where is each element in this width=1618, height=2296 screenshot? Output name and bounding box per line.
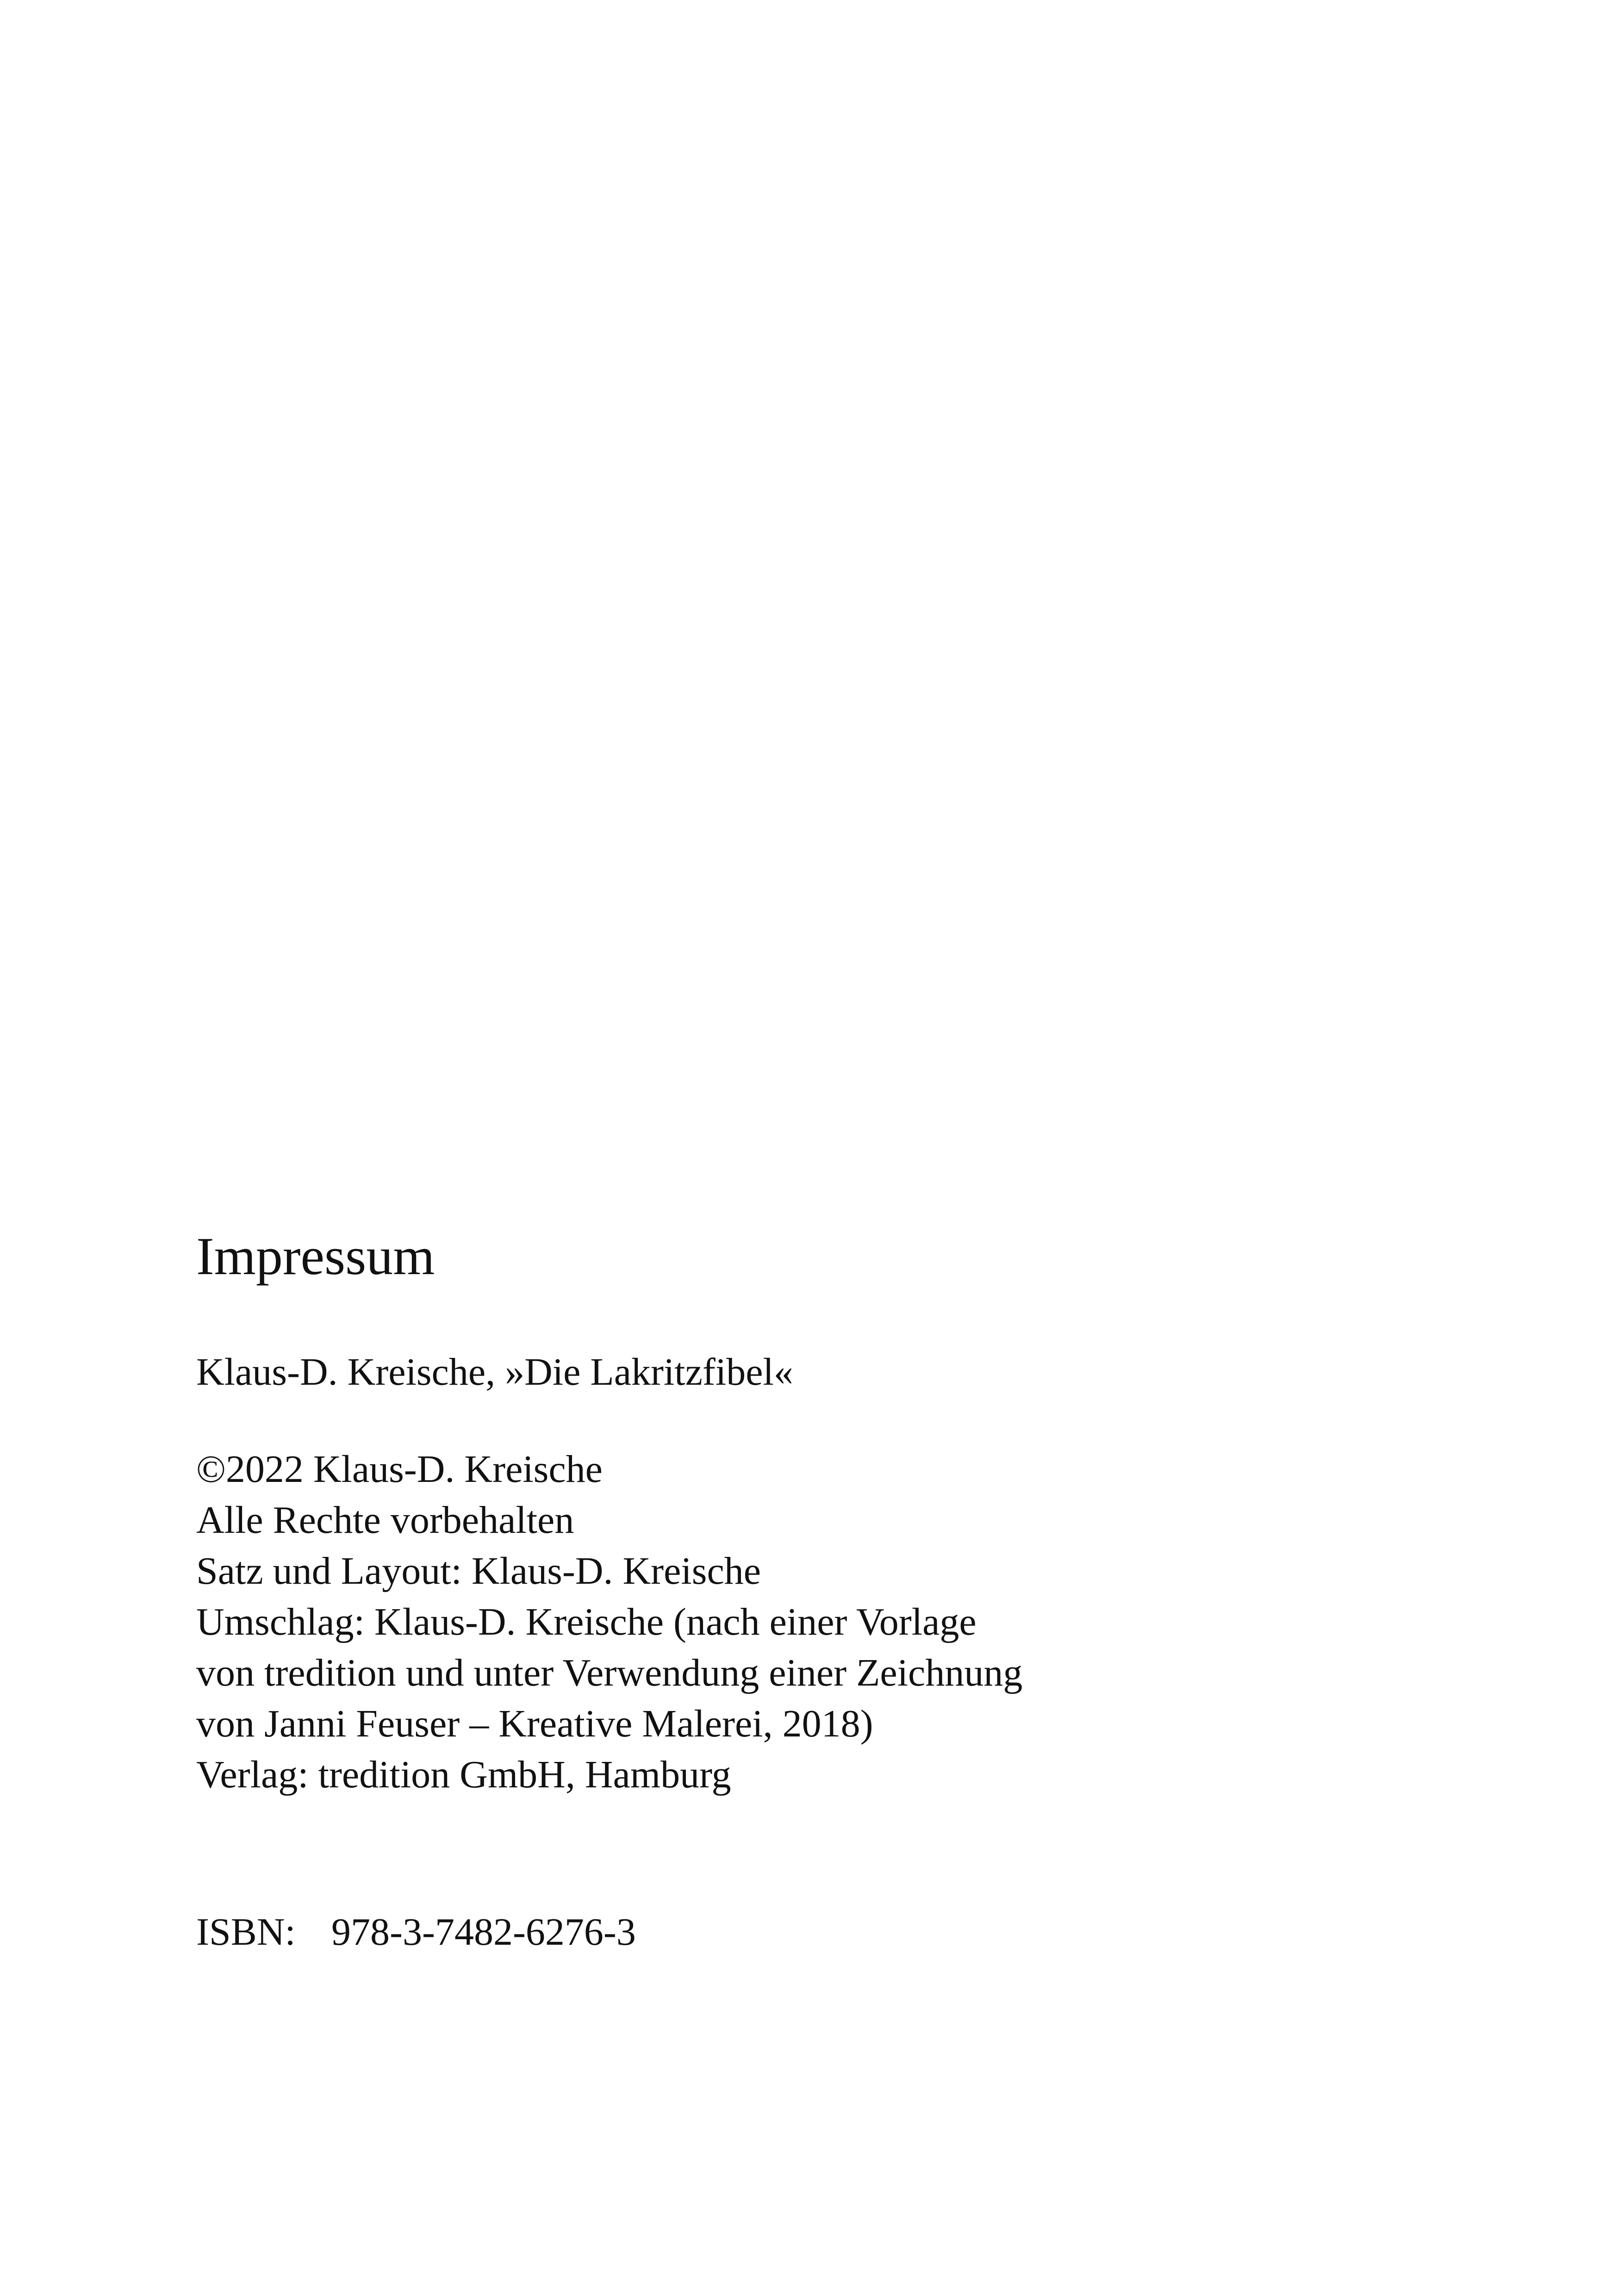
book-title-line: Klaus-D. Kreische, »Die Lakritzfibel« [196, 1350, 793, 1394]
layout-credit-line: Satz und Layout: Klaus-D. Kreische [196, 1549, 761, 1593]
cover-credit-line-2: von tredition und unter Verwendung einer Zeichnung [196, 1651, 1023, 1694]
isbn-line [196, 1907, 1538, 1958]
rights-block [196, 1444, 1538, 1800]
isbn-label: ISBN: [196, 1910, 296, 1954]
copyright-line: ©2022 Klaus-D. Kreische [196, 1448, 603, 1491]
cover-credit-line-3: von Janni Feuser – Kreative Malerei, 2018) [196, 1702, 873, 1745]
rights-reserved-line: Alle Rechte vorbehalten [196, 1499, 574, 1542]
imprint-section [196, 1222, 1538, 1958]
isbn-value: 978-3-7482-6276-3 [331, 1910, 636, 1954]
imprint-heading: Impressum [196, 1227, 435, 1286]
cover-credit-line: Umschlag: Klaus-D. Kreische (nach einer Vorlage [196, 1600, 977, 1643]
publisher-line: Verlag: tredition GmbH, Hamburg [196, 1753, 731, 1796]
